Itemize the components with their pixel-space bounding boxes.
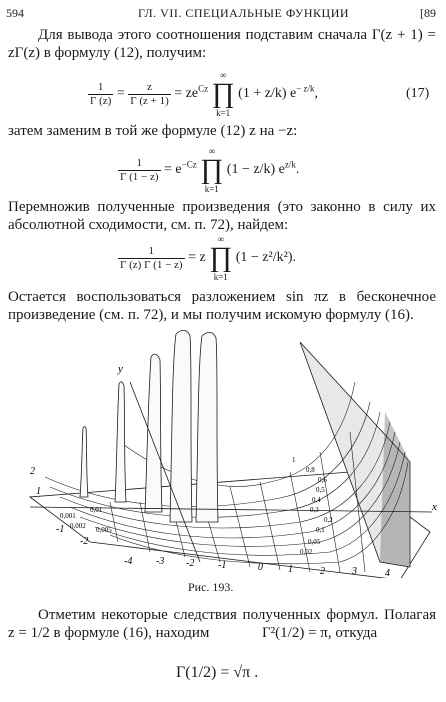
level-label: 0,002 xyxy=(70,522,86,530)
level-label: 0,01 xyxy=(90,506,103,514)
product-symbol: ∞ ∏ k=1 xyxy=(211,70,235,118)
fraction: $\frac{1}{\Gamma (1 - z)}$ xyxy=(120,156,159,183)
pole-minus-1 xyxy=(196,332,218,522)
product-symbol: ∞ ∏ k=1 xyxy=(200,146,224,194)
equation-number: (17) xyxy=(406,86,430,101)
level-label: 0,02 xyxy=(300,548,313,556)
x-tick: 3 xyxy=(352,566,357,577)
x-tick: 0 xyxy=(258,562,263,573)
paragraph-4: Остается воспользоваться разложением sin πz в бесконечное произведение (см. п. 72), и мы получим искомую формулу (16). xyxy=(8,289,436,323)
page-number-left: 594 xyxy=(6,6,24,20)
figure-caption: Рис. 193. xyxy=(188,580,234,594)
x-tick: 2 xyxy=(320,566,325,577)
level-label: 0,3 xyxy=(310,506,319,514)
gamma-squared-formula: Γ²(1/2) = π, откуда xyxy=(262,625,378,641)
gamma-half-formula: Γ(1/2) = √π . xyxy=(176,664,259,681)
pole-minus-3 xyxy=(115,382,126,502)
running-title: ГЛ. VII. СПЕЦИАЛЬНЫЕ ФУНКЦИИ xyxy=(138,6,350,20)
surface-shadow xyxy=(380,412,410,567)
level-label: 0,4 xyxy=(312,496,321,504)
level-label: 0,5 xyxy=(316,486,325,494)
level-label: 0,1 xyxy=(316,526,325,534)
pole-minus-2 xyxy=(145,354,162,512)
y-tick: 1 xyxy=(36,486,41,497)
y-tick: -1 xyxy=(56,524,65,535)
level-label: 0,8 xyxy=(306,466,315,474)
x-axis-label: x xyxy=(432,501,437,513)
equation-2: $\frac{1}{\Gamma (1 - z)}$ = $e^{-Cz}$ ∞ ∏ k=1 (1 − z/k) $e^{z/k}$. xyxy=(120,146,300,194)
page-number-right: [89 xyxy=(420,6,436,20)
level-label: 0,005 xyxy=(96,526,112,534)
y-axis-label: y xyxy=(118,363,123,375)
y-tick: 2 xyxy=(30,466,35,477)
y-tick-labels xyxy=(30,466,88,547)
paragraph-3: Перемножив полученные произведения (это законно в силу их абсолютной сходимости, см. п. 72), найдем: xyxy=(8,199,436,233)
gamma-surface-figure xyxy=(0,322,446,578)
x-tick: -1 xyxy=(218,560,227,571)
fraction: $\frac{z}{\Gamma (z + 1)}$ xyxy=(130,80,169,107)
paragraph-2: затем заменим в той же формуле (12) z на −z: xyxy=(8,123,298,139)
paragraph-5: Отметим некоторые следствия полученных формул. Полагая z = 1/2 в формуле (16), находим xyxy=(8,607,436,641)
level-label: 0,2 xyxy=(324,516,333,524)
x-tick: 1 xyxy=(288,564,293,575)
equation-3: $\frac{1}{\Gamma (z) \Gamma (1 - z)}$ = z ∞ ∏ k=1 (1 − z²/k²). xyxy=(120,234,296,282)
product-symbol: ∞ ∏ k=1 xyxy=(209,234,233,282)
x-tick: -2 xyxy=(186,558,195,569)
fraction: $\frac{1}{\Gamma (z) \Gamma (1 - z)}$ xyxy=(120,244,183,271)
y-tick: -2 xyxy=(80,536,89,547)
x-tick: 4 xyxy=(385,568,390,578)
level-label: 0,001 xyxy=(60,512,76,520)
paragraph-1: Для вывода этого соотношения подставим сначала Γ(z + 1) = zΓ(z) в формулу (12), получим: xyxy=(8,27,436,61)
level-label: 1 xyxy=(292,456,296,464)
equation-17: $\frac{1}{\Gamma (z)}$ = $\frac{z}{\Gamma (z + 1)}$ = $ze^{Cz}$ ∞ ∏ k=1 (1 + z/k) $e^{- z/k}$, xyxy=(90,70,319,118)
poles xyxy=(80,330,218,522)
x-tick: -3 xyxy=(156,556,165,567)
x-tick-labels xyxy=(124,556,390,578)
level-label: 0,6 xyxy=(318,476,327,484)
x-tick: -4 xyxy=(124,556,133,567)
pole-minus-4 xyxy=(80,427,88,498)
level-label: 0,05 xyxy=(308,538,321,546)
fraction: $\frac{1}{\Gamma (z)}$ xyxy=(90,80,112,107)
